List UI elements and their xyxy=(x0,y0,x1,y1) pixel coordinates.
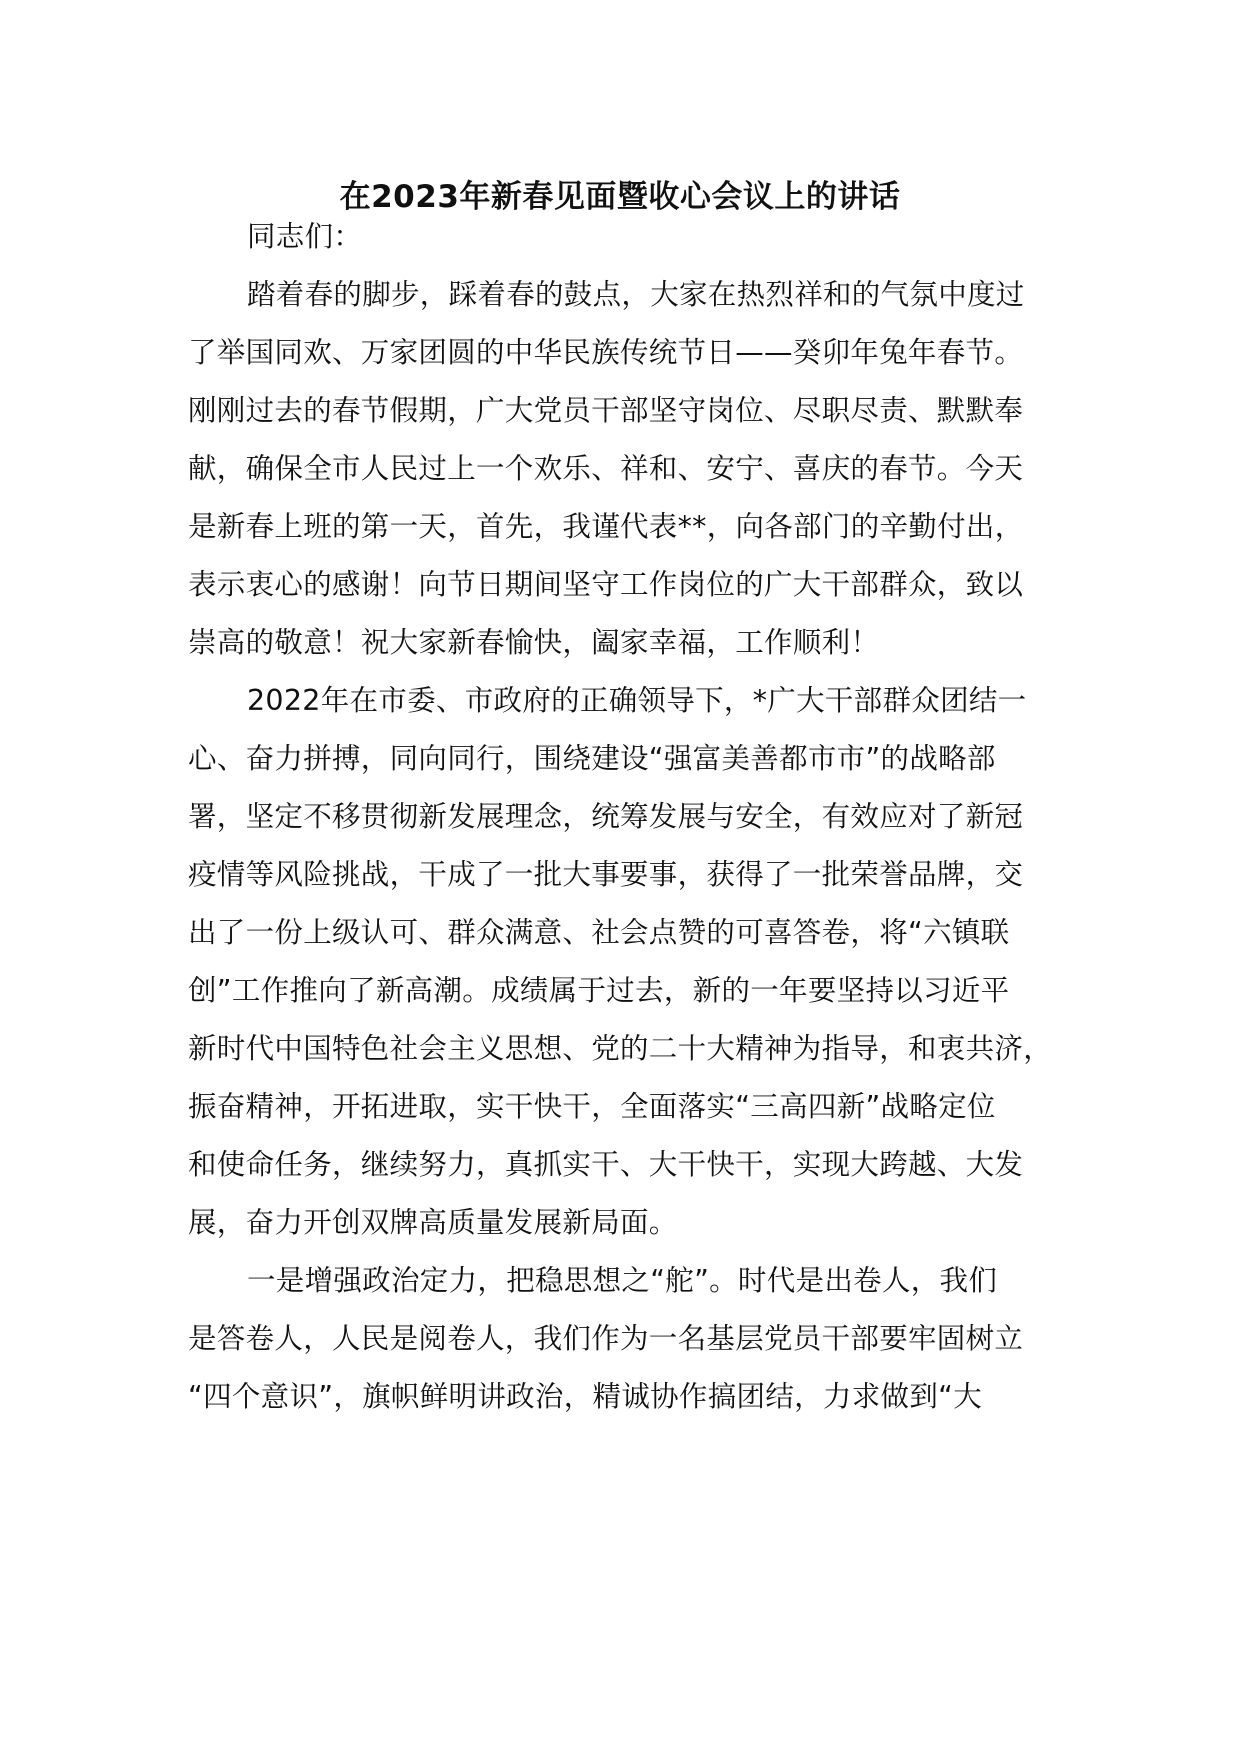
paragraph-line: 新时代中国特色社会主义思想、党的二十大精神为指导，和衷共济， xyxy=(188,1032,1053,1065)
paragraph-line: 展，奋力开创双牌高质量发展新局面。 xyxy=(188,1206,678,1239)
paragraph-line: 一是增强政治定力，把稳思想之“舵”。时代是出卷人，我们 xyxy=(247,1264,998,1297)
paragraph-line: 疫情等风险挑战，干成了一批大事要事，获得了一批荣誉品牌，交 xyxy=(188,858,1024,891)
paragraph-line: 和使命任务，继续努力，真抓实干、大干快干，实现大跨越、大发 xyxy=(188,1148,1024,1181)
paragraph-line: 献，确保全市人民过上一个欢乐、祥和、安宁、喜庆的春节。今天 xyxy=(188,452,1024,485)
paragraph-line: 崇高的敬意！祝大家新春愉快，阖家幸福，工作顺利！ xyxy=(188,626,880,659)
paragraph-line: 踏着春的脚步，踩着春的鼓点，大家在热烈祥和的气氛中度过 xyxy=(247,278,1025,311)
paragraph-line: 署，坚定不移贯彻新发展理念，统筹发展与安全，有效应对了新冠 xyxy=(188,800,1024,833)
paragraph-line: 是答卷人，人民是阅卷人，我们作为一名基层党员干部要牢固树立 xyxy=(188,1322,1024,1355)
paragraph-line: 表示衷心的感谢！向节日期间坚守工作岗位的广大干部群众，致以 xyxy=(188,568,1024,601)
paragraph-line: 创”工作推向了新高潮。成绩属于过去，新的一年要坚持以习近平 xyxy=(188,974,1010,1007)
salutation-line: 同志们： xyxy=(247,220,363,253)
paragraph-line: 2022年在市委、市政府的正确领导下，*广大干部群众团结一 xyxy=(247,684,1027,717)
paragraph-line: “四个意识”，旗帜鲜明讲政治，精诚协作搞团结，力求做到“大 xyxy=(188,1380,982,1413)
paragraph-line: 出了一份上级认可、群众满意、社会点赞的可喜答卷，将“六镇联 xyxy=(188,916,1010,949)
paragraph-line: 刚刚过去的春节假期，广大党员干部坚守岗位、尽职尽责、默默奉 xyxy=(188,394,1024,427)
paragraph-line: 心、奋力拼搏，同向同行，围绕建设“强富美善都市市”的战略部 xyxy=(188,742,996,775)
paragraph-line: 振奋精神，开拓进取，实干快干，全面落实“三高四新”战略定位 xyxy=(188,1090,996,1123)
paragraph-line: 了举国同欢、万家团圆的中华民族传统节日——癸卯年兔年春节。 xyxy=(188,336,1024,369)
document-title: 在2023年新春见面暨收心会议上的讲话 xyxy=(339,179,901,215)
paragraph-line: 是新春上班的第一天，首先，我谨代表**，向各部门的辛勤付出， xyxy=(188,510,1024,543)
